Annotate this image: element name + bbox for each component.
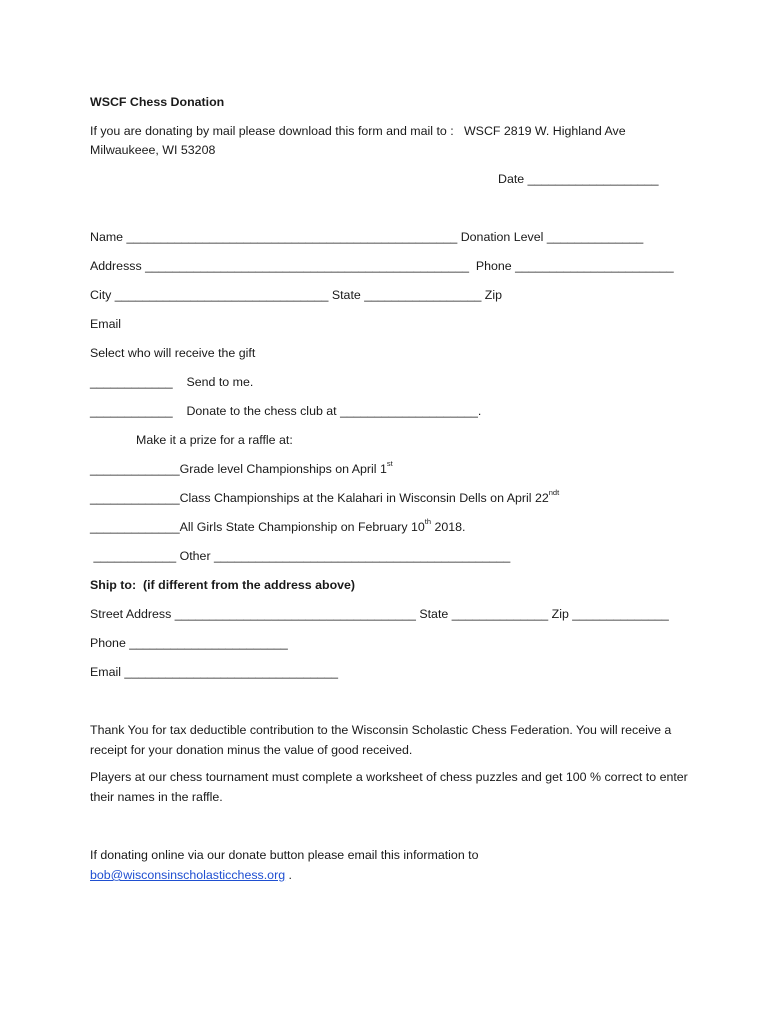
online-email-line bbox=[90, 867, 292, 883]
ship-street-field: Street Address ___________________________________ State ______________ Zip ______________ bbox=[90, 607, 669, 621]
ship-phone-field: Phone _______________________ bbox=[90, 636, 288, 650]
name-field: Name ________________________________________________ Donation Level ______________ bbox=[90, 230, 644, 244]
option-other: ____________ Other ___________________________________________ bbox=[90, 549, 511, 563]
grade-level-sup: st bbox=[386, 458, 393, 468]
class-champ-sup: ndt bbox=[548, 487, 560, 497]
address-field: Addresss _______________________________________________ Phone _______________________ bbox=[90, 259, 674, 273]
ship-to-heading: Ship to: (if different from the address above) bbox=[90, 578, 356, 592]
all-girls-text: _____________All Girls State Championship on February 10 bbox=[90, 520, 425, 534]
raffle-heading: Make it a prize for a raffle at: bbox=[136, 433, 293, 447]
intro-line-2: Milwaukeee, WI 53208 bbox=[90, 143, 216, 157]
select-heading: Select who will receive the gift bbox=[90, 346, 256, 360]
option-send-to-me: ____________ Send to me. bbox=[90, 375, 254, 389]
ship-email-field: Email _______________________________ bbox=[90, 665, 339, 679]
email-link[interactable]: bob@wisconsinscholasticchess.org bbox=[90, 868, 286, 882]
class-champ-text: _____________Class Championships at the Kalahari in Wisconsin Dells on April 22 bbox=[90, 491, 549, 505]
grade-level-text: _____________Grade level Championships on April 1 bbox=[90, 462, 387, 476]
players-paragraph: Players at our chess tournament must complete a worksheet of chess puzzles and get 100 % correct to enter their names in the raffle. bbox=[90, 770, 688, 804]
date-field: Date ___________________ bbox=[498, 172, 659, 186]
option-donate-club: ____________ Donate to the chess club at ____________________. bbox=[90, 404, 482, 418]
online-text: If donating online via our donate button please email this information to bbox=[90, 848, 479, 862]
all-girls-year: 2018. bbox=[431, 520, 466, 534]
thanks-paragraph: Thank You for tax deductible contribution to the Wisconsin Scholastic Chess Federation. You will receive a receipt for your donation minus the value of good received. bbox=[90, 723, 672, 757]
page-title: WSCF Chess Donation bbox=[90, 95, 225, 109]
option-class-championships bbox=[90, 487, 560, 506]
option-grade-level bbox=[90, 458, 393, 477]
email-field: Email bbox=[90, 317, 121, 331]
intro-line-1: If you are donating by mail please download this form and mail to : WSCF 2819 W. Highland Ave bbox=[90, 124, 626, 138]
option-all-girls bbox=[90, 516, 466, 535]
email-trailing: . bbox=[285, 868, 292, 882]
city-field: City _______________________________ State _________________ Zip bbox=[90, 288, 503, 302]
all-girls-sup: th bbox=[424, 516, 432, 526]
